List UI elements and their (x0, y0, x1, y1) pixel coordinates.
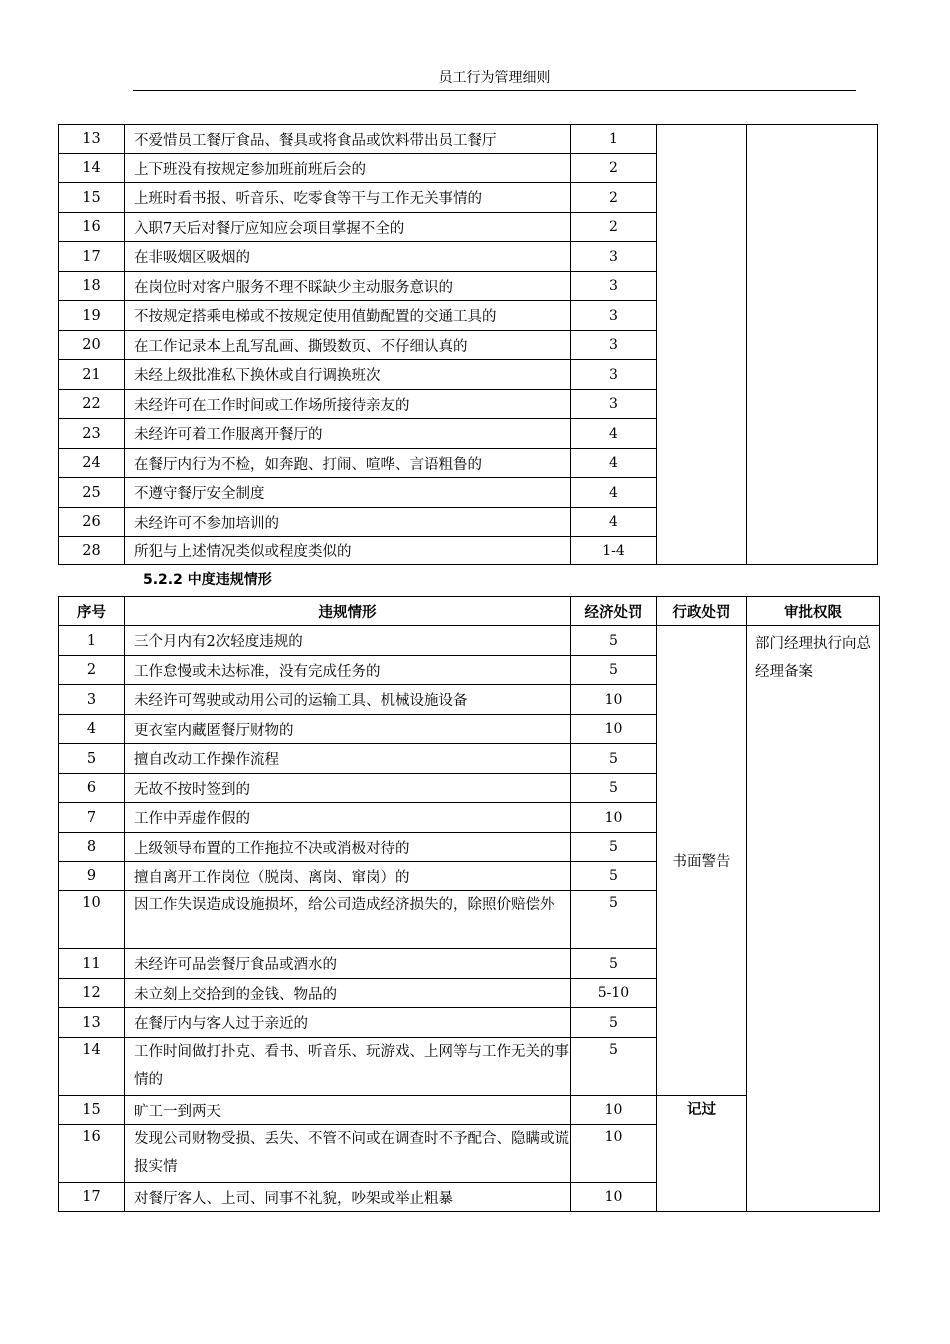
row-number: 11 (59, 949, 125, 979)
fine-amount: 2 (571, 183, 657, 213)
fine-amount: 5 (571, 862, 657, 891)
violation-desc: 未经许可品尝餐厅食品或酒水的 (125, 949, 571, 979)
fine-amount: 10 (571, 1183, 657, 1212)
fine-amount: 5 (571, 774, 657, 803)
moderate-violations-table (58, 596, 880, 1212)
row-number: 15 (59, 183, 125, 213)
fine-amount: 3 (571, 272, 657, 301)
violation-desc: 在餐厅内与客人过于亲近的 (125, 1008, 571, 1038)
violation-desc: 无故不按时签到的 (125, 774, 571, 803)
row-number: 7 (59, 803, 125, 833)
fine-amount: 3 (571, 360, 657, 390)
violation-desc: 未立刻上交拾到的金钱、物品的 (125, 979, 571, 1008)
fine-amount: 1-4 (571, 537, 657, 565)
row-number: 23 (59, 419, 125, 449)
fine-amount: 5 (571, 833, 657, 862)
admin-penalty-demerit: 记过 (657, 1096, 747, 1212)
row-number: 16 (59, 213, 125, 242)
header-amount: 经济处罚 (571, 597, 657, 626)
violation-desc: 未经许可在工作时间或工作场所接待亲友的 (125, 390, 571, 419)
row-number: 28 (59, 537, 125, 565)
approval-cell (747, 125, 878, 565)
fine-amount: 4 (571, 478, 657, 508)
row-number: 21 (59, 360, 125, 390)
violation-desc: 工作中弄虚作假的 (125, 803, 571, 833)
fine-amount: 5 (571, 1008, 657, 1038)
row-number: 9 (59, 862, 125, 891)
fine-amount: 5 (571, 744, 657, 774)
fine-amount: 10 (571, 1096, 657, 1125)
fine-amount: 10 (571, 685, 657, 715)
row-number: 17 (59, 242, 125, 272)
row-number: 25 (59, 478, 125, 508)
violation-desc: 未经许可着工作服离开餐厅的 (125, 419, 571, 449)
violation-desc: 擅自改动工作操作流程 (125, 744, 571, 774)
fine-amount: 5 (571, 656, 657, 685)
violation-desc: 上级领导布置的工作拖拉不决或消极对待的 (125, 833, 571, 862)
fine-amount: 2 (571, 213, 657, 242)
header-auth: 审批权限 (747, 597, 880, 626)
violation-desc: 旷工一到两天 (125, 1096, 571, 1125)
row-number: 14 (59, 1038, 125, 1096)
row-number: 17 (59, 1183, 125, 1212)
violation-desc: 不爱惜员工餐厅食品、餐具或将食品或饮料带出员工餐厅 (125, 125, 571, 154)
row-number: 10 (59, 891, 125, 949)
violation-desc: 擅自离开工作岗位（脱岗、离岗、窜岗）的 (125, 862, 571, 891)
minor-violations-table (58, 124, 878, 565)
violation-desc: 入职7天后对餐厅应知应会项目掌握不全的 (125, 213, 571, 242)
fine-amount: 5 (571, 1038, 657, 1096)
fine-amount: 4 (571, 508, 657, 537)
violation-desc: 对餐厅客人、上司、同事不礼貌，吵架或举止粗暴 (125, 1183, 571, 1212)
fine-amount: 5 (571, 626, 657, 656)
row-number: 13 (59, 125, 125, 154)
row-number: 26 (59, 508, 125, 537)
row-number: 18 (59, 272, 125, 301)
violation-desc: 不遵守餐厅安全制度 (125, 478, 571, 508)
fine-amount: 10 (571, 1125, 657, 1183)
fine-amount: 10 (571, 803, 657, 833)
violation-desc: 未经上级批准私下换休或自行调换班次 (125, 360, 571, 390)
row-number: 8 (59, 833, 125, 862)
header-desc: 违规情形 (125, 597, 571, 626)
violation-desc: 上班时看书报、听音乐、吃零食等干与工作无关事情的 (125, 183, 571, 213)
row-number: 22 (59, 390, 125, 419)
admin-penalty-cell (657, 125, 747, 565)
violation-desc: 工作时间做打扑克、看书、听音乐、玩游戏、上网等与工作无关的事情的 (125, 1038, 571, 1096)
page-header (133, 68, 856, 91)
fine-amount: 4 (571, 449, 657, 478)
fine-amount: 2 (571, 154, 657, 183)
table-row (59, 626, 880, 656)
row-number: 1 (59, 626, 125, 656)
row-number: 2 (59, 656, 125, 685)
fine-amount: 5 (571, 949, 657, 979)
row-number: 15 (59, 1096, 125, 1125)
fine-amount: 3 (571, 242, 657, 272)
violation-desc: 在非吸烟区吸烟的 (125, 242, 571, 272)
header-no: 序号 (59, 597, 125, 626)
fine-amount: 3 (571, 331, 657, 360)
violation-desc: 不按规定搭乘电梯或不按规定使用值勤配置的交通工具的 (125, 301, 571, 331)
row-number: 6 (59, 774, 125, 803)
header-title: 员工行为管理细则 (438, 70, 551, 86)
violation-desc: 所犯与上述情况类似或程度类似的 (125, 537, 571, 565)
fine-amount: 5-10 (571, 979, 657, 1008)
fine-amount: 3 (571, 390, 657, 419)
section-title: 5.2.2 中度违规情形 (143, 572, 272, 588)
violation-desc: 在餐厅内行为不检，如奔跑、打闹、喧哗、言语粗鲁的 (125, 449, 571, 478)
row-number: 3 (59, 685, 125, 715)
row-number: 20 (59, 331, 125, 360)
header-admin: 行政处罚 (657, 597, 747, 626)
row-number: 16 (59, 1125, 125, 1183)
fine-amount: 10 (571, 715, 657, 744)
violation-desc: 未经许可不参加培训的 (125, 508, 571, 537)
violation-desc: 在岗位时对客户服务不理不睬缺少主动服务意识的 (125, 272, 571, 301)
row-number: 12 (59, 979, 125, 1008)
violation-desc: 工作怠慢或未达标准，没有完成任务的 (125, 656, 571, 685)
table-header-row (59, 597, 880, 626)
row-number: 19 (59, 301, 125, 331)
row-number: 5 (59, 744, 125, 774)
fine-amount: 3 (571, 301, 657, 331)
table-row (59, 125, 878, 154)
row-number: 13 (59, 1008, 125, 1038)
violation-desc: 在工作记录本上乱写乱画、撕毁数页、不仔细认真的 (125, 331, 571, 360)
fine-amount: 1 (571, 125, 657, 154)
violation-desc: 因工作失误造成设施损坏，给公司造成经济损失的，除照价赔偿外 (125, 891, 571, 949)
fine-amount: 5 (571, 891, 657, 949)
violation-desc: 未经许可驾驶或动用公司的运输工具、机械设施设备 (125, 685, 571, 715)
violation-desc: 更衣室内藏匿餐厅财物的 (125, 715, 571, 744)
row-number: 24 (59, 449, 125, 478)
row-number: 4 (59, 715, 125, 744)
admin-penalty-warning: 书面警告 (657, 626, 747, 1096)
fine-amount: 4 (571, 419, 657, 449)
row-number: 14 (59, 154, 125, 183)
approval-authority: 部门经理执行向总经理备案 (747, 626, 880, 1212)
violation-desc: 上下班没有按规定参加班前班后会的 (125, 154, 571, 183)
violation-desc: 发现公司财物受损、丢失、不管不问或在调查时不予配合、隐瞒或谎报实情 (125, 1125, 571, 1183)
violation-desc: 三个月内有2次轻度违规的 (125, 626, 571, 656)
